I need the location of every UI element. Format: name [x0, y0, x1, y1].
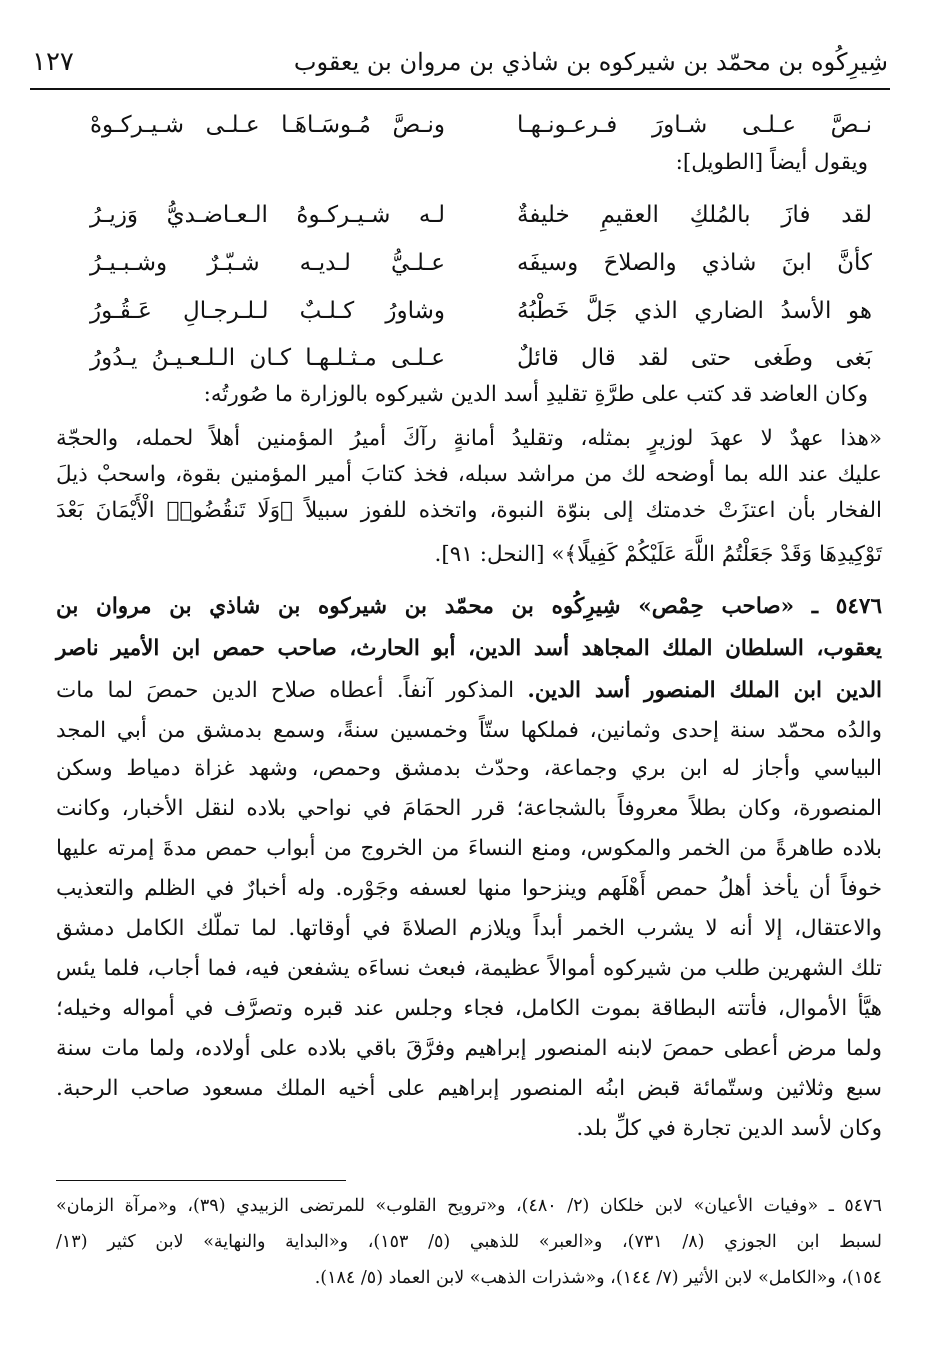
- decree-line: تَوْكِيدِهَا وَقَدْ جَعَلْتُمُ اللَّهَ عَلَيْكُمْ كَفِيلًا﴾» [النحل: ٩١].: [434, 542, 882, 567]
- biography-line: هيَّأ الأموال، فأتته البطاقة بموت الكامل، فجاء وجلس عند قبره وتصرَّف في أمواله وخيله؛: [56, 996, 882, 1021]
- footnote-line: ٥٤٧٦ ـ «وفيات الأعيان» لابن خلكان (٢/ ٤٨٠)، و«ترويح القلوب» للمرتضى الزبيدي (٣٩)، و«مرآة الزمان»: [56, 1196, 882, 1216]
- verse-intro: [90, 103, 872, 147]
- biography-line: [56, 678, 882, 714]
- page-number: ١٢٧: [32, 47, 74, 77]
- verse-right-hemistich: كأنَّ ابنَ شاذي والصلاحَ وسيفَه: [517, 250, 872, 276]
- biography-heading-line: يعقوب، السلطان الملك المجاهد أسد الدين، أبو الحارث، صاحب حمص ابن الأمير ناصر: [56, 636, 882, 661]
- footnote-line: ١٥٤)، و«الكامل» لابن الأثير (٧/ ١٤٤)، و«شذرات الذهب» لابن العماد (٥/ ١٨٤).: [314, 1268, 882, 1288]
- header-divider: [30, 88, 890, 90]
- footnote-line: لسبط ابن الجوزي (٨/ ٧٣١)، و«العبر» للذهبي (٥/ ١٥٣)، و«البداية والنهاية» لابن كثير (١٣/: [56, 1232, 882, 1252]
- decree-line: الفخار بأن اعتزَتْ خدمتك إلى بنوّة النبوة، واتخذه للفوز سبيلاً ﴿وَلَا تَنقُضُوا۟ الْأَيْمَانَ بَعْدَ: [56, 498, 882, 523]
- decree-line: «هذا عهدٌ لا عهدَ لوزيرٍ بمثله، وتقليدُ أمانةٍ رآكَ أميرُ المؤمنين أهلاً لحمله، والحجّة: [56, 426, 882, 451]
- biography-line: تلك الشهرين طلب من شيركوه أموالاً عظيمة، فبعث نساءَه يشفعن فيه، فما أجاب، فلما يئس: [56, 956, 882, 981]
- verse-left-hemistich: عـلـى مـثـلـهـا كـان الـلـعـيـنُ يـدُورُ: [90, 345, 445, 371]
- biography-heading-tail: الدين ابن الملك المنصور أسد الدين.: [527, 678, 882, 703]
- poem-verse: [90, 241, 872, 285]
- biography-text: المذكور آنفاً. أعطاه صلاح الدين حمصَ لما مات: [56, 678, 528, 703]
- decree-line: عليك عند الله بما أوضحه لك من مراشد سبله، فخذ كتابَ أمير المؤمنين بقوة، واسحبْ ذيلَ: [56, 462, 882, 487]
- biography-line: المنصورة، وكان بطلاً معروفاً بالشجاعة؛ قرر الحمَامَ في نواحي بلاده لنقل الأخبار، وكانت: [56, 796, 882, 821]
- biography-line: سبع وثلاثين وستّمائة قبض ابنُه المنصور إبراهيم على أخيه الملك مسعود صاحب الرحبة.: [56, 1076, 882, 1101]
- verse-left-hemistich: وشاورُ كـلـبٌ لـلـرجـالِ عَـقُـورُ: [90, 298, 445, 324]
- verse-right-hemistich: هو الأسدُ الضاري الذي جَلَّ خَطْبُهُ: [517, 298, 872, 324]
- biography-line: خوفاً أن يأخذ أهلُ حمص أَهْلَهم وينزحوا منها لعسفه وجَوْره. وله أخبارٌ في الظلم والتعذيب: [56, 876, 882, 901]
- verse-right-hemistich: لقد فازَ بالمُلكِ العقيمِ خليفةٌ: [517, 202, 872, 228]
- biography-line: والدُه محمّد سنة إحدى وثمانين، فملكها ستّاً وخمسين سنةً، وسمع بدمشق من أبي المجد: [56, 718, 882, 743]
- biography-line: والاعتقال، إلا أنه لا يشرب الخمر أبداً ويلازم الصلاةَ في أوقاتها. لما تملّك الكامل دمشق: [56, 916, 882, 941]
- running-title: شِيرِكُوه بن محمّد بن شيركوه بن شاذي بن مروان بن يعقوب: [293, 48, 888, 76]
- meter-line: ويقول أيضاً [الطويل]:: [675, 150, 868, 175]
- poem-verse: [90, 336, 872, 380]
- verse-left-hemistich: ونـصَّ مُـوسَـاهَـا عـلـى شـيـركـوهْ: [90, 112, 445, 138]
- biography-line: البياسي وأجاز له ابن بري وجماعة، وحدّث بدمشق وحمص، وشهد غزاة دمياط وسكن: [56, 756, 882, 781]
- biography-line: بلاده طاهرةً من الخمر والمكوس، ومنع النساءَ من الخروج من أبواب حمص مدةَ إمرته عليها: [56, 836, 882, 861]
- poem-verse: [90, 289, 872, 333]
- verse-right-hemistich: بَغى وطَغى حتى لقد قال قائلٌ: [517, 345, 872, 371]
- poem-verse: [90, 193, 872, 237]
- verse-right-hemistich: نـصَّ عـلـى شـاورَ فـرعـونـهـا: [517, 112, 872, 138]
- biography-line: ولما مرض أعطى حمصَ لابنه المنصور إبراهيم وفرَّقَ باقي بلاده على أولاده، ولما مات سنة: [56, 1036, 882, 1061]
- prose-intro: وكان العاضد قد كتب على طرَّةِ تقليدِ أسد الدين شيركوه بالوزارة ما صُورتُه:: [203, 382, 868, 407]
- verse-left-hemistich: لـه شـيـركـوهُ الـعـاضـديُّ وَزيـرُ: [90, 202, 445, 228]
- footnote-divider: [56, 1180, 346, 1181]
- biography-heading-line: ٥٤٧٦ ـ «صاحب حِمْص» شِيرِكُوه بن محمّد بن شيركوه بن شاذي بن مروان بن: [56, 594, 882, 619]
- page-header: [32, 40, 888, 84]
- biography-line: وكان لأسد الدين تجارة في كلِّ بلد.: [576, 1116, 882, 1141]
- verse-left-hemistich: عـلـيُّ لـديـه شـبّـرٌ وشـبـيـرُ: [90, 250, 445, 276]
